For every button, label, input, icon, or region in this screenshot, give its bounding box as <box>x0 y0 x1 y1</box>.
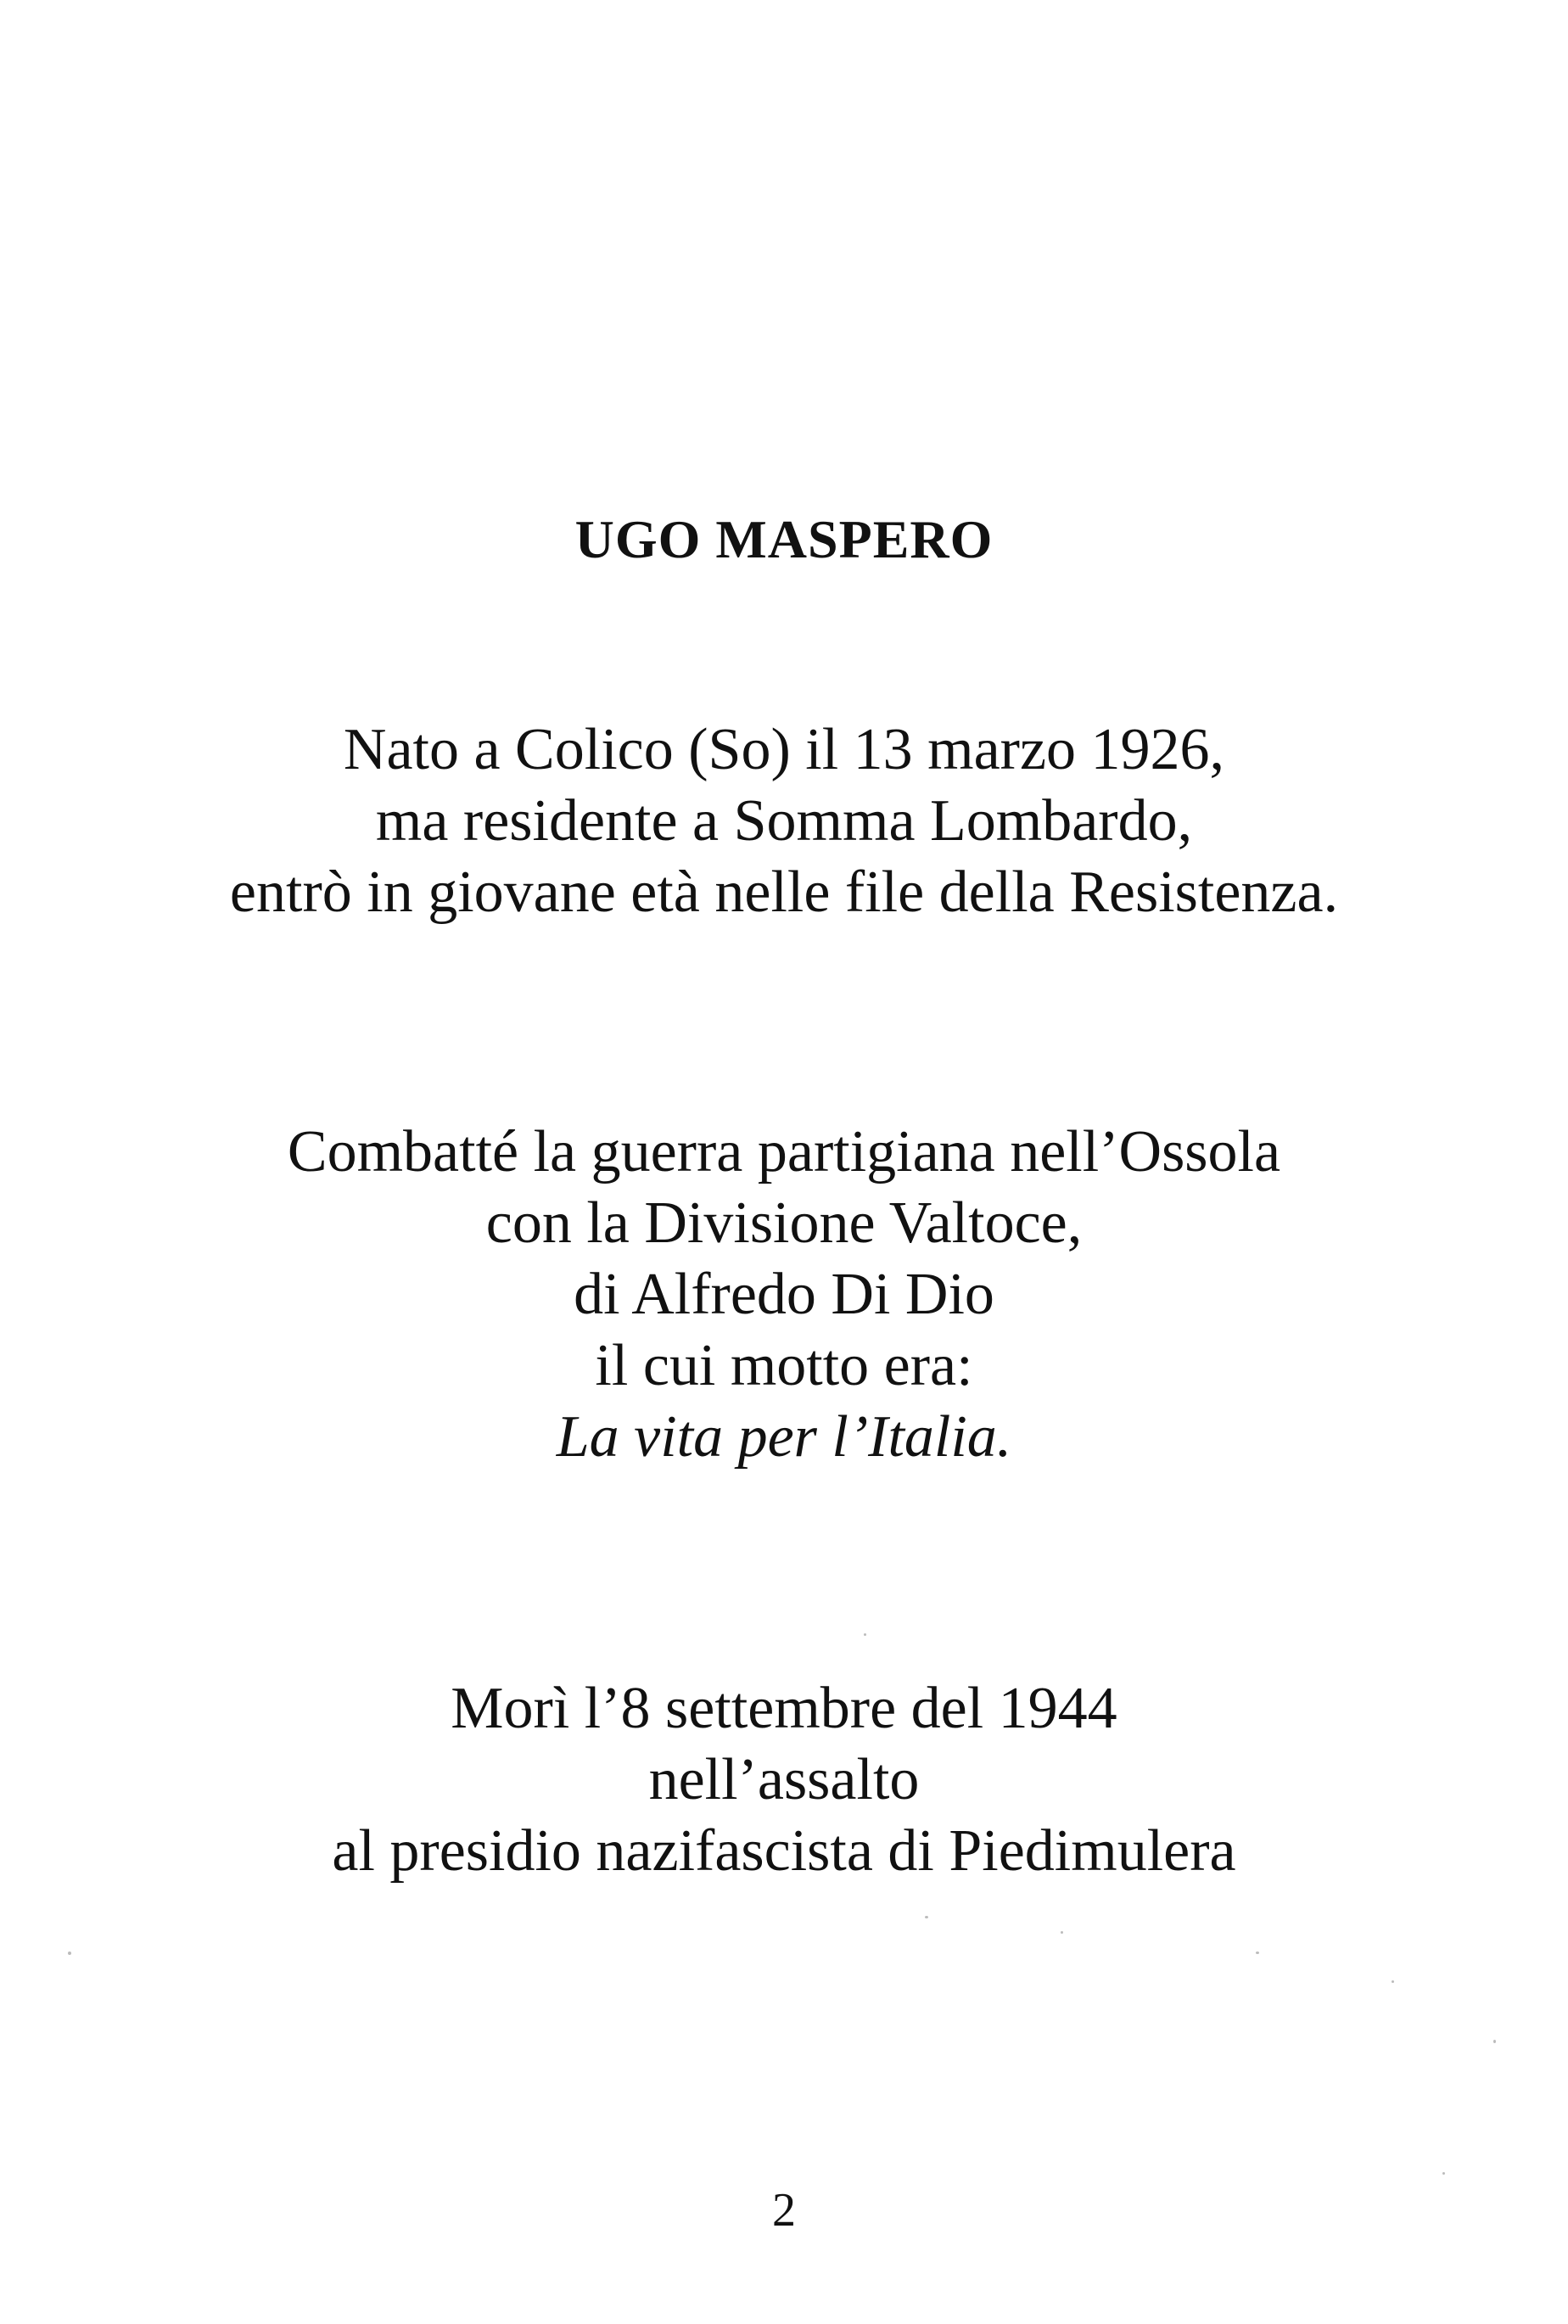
scan-speck <box>1442 2172 1445 2175</box>
death-line-2: nell’assalto <box>648 1747 920 1812</box>
birth-line-2: ma residente a Somma Lombardo, <box>375 788 1193 854</box>
war-paragraph <box>0 1117 1568 1473</box>
scan-speck <box>925 1916 928 1918</box>
scan-speck <box>1256 1952 1259 1954</box>
war-line-2: con la Divisione Valtoce, <box>485 1190 1083 1256</box>
scan-speck <box>864 1633 866 1636</box>
page-title: UGO MASPERO <box>574 509 994 569</box>
death-paragraph <box>0 1673 1568 1887</box>
motto-line: La vita per l’Italia. <box>556 1404 1012 1470</box>
page-number: 2 <box>772 2184 796 2237</box>
scan-speck <box>1392 1980 1394 1983</box>
death-line-1: Morì l’8 settembre del 1944 <box>451 1676 1117 1741</box>
war-line-4: il cui motto era: <box>595 1333 973 1398</box>
birth-line-3: entrò in giovane età nelle file della Resistenza. <box>229 860 1339 925</box>
war-line-1: Combatté la guerra partigiana nell’Ossola <box>287 1119 1281 1184</box>
scan-speck <box>1061 1931 1063 1934</box>
scan-speck <box>68 1952 71 1955</box>
war-line-3: di Alfredo Di Dio <box>574 1262 994 1327</box>
birth-paragraph <box>0 714 1568 928</box>
birth-line-1: Nato a Colico (So) il 13 marzo 1926, <box>343 717 1225 782</box>
death-line-3: al presidio nazifascista di Piedimulera <box>332 1818 1236 1884</box>
scan-speck <box>1493 2040 1496 2043</box>
